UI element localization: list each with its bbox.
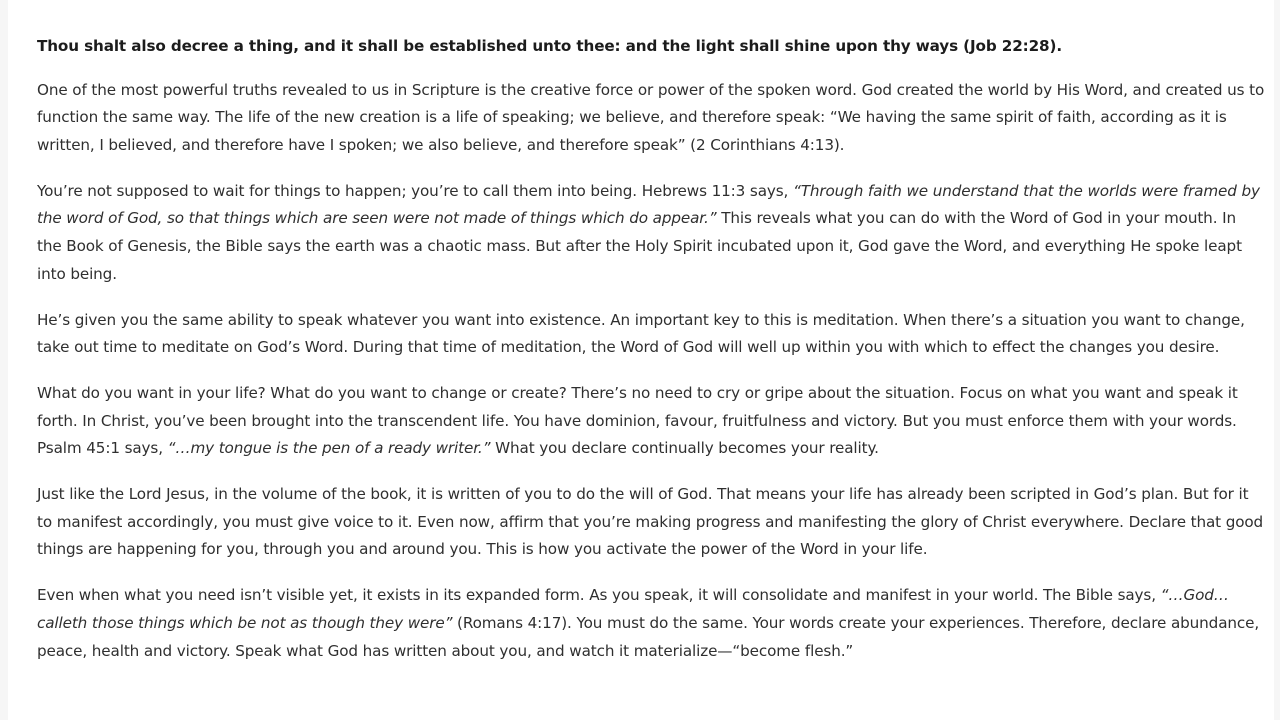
opening-verse: Thou shalt also decree a thing, and it shall be established unto thee: and the light shall shine upon thy ways (Job 22:28).	[37, 37, 1062, 55]
paragraph-4-quote: “…my tongue is the pen of a ready writer.”	[167, 439, 491, 458]
right-margin	[1274, 0, 1280, 720]
paragraph-2-text-b: This reveals what you can do with the Word of God in your mouth. In the Book of Genesis, the Bible says the earth was a chaotic mass. But after the Holy Spirit incubated upon it, God gave the Word, and everything He spoke leapt into being.	[37, 209, 1242, 283]
paragraph-3: He’s given you the same ability to speak whatever you want into existence. An important key to this is meditation. When there’s a situation you want to change, take out time to meditate on God’s Word. During that time of meditation, the Word of God will well up within you with which to effect the changes you desire.	[37, 310, 1245, 357]
paragraph-6	[37, 582, 1265, 665]
paragraph-4-text-a: What do you want in your life? What do you want to change or create? There’s no need to cry or gripe about the situation. Focus on what you want and speak it forth. In Christ, you’ve been brought into the transcendent life. You have dominion, favour, fruitfulness and victory. But you must enforce them with your words. Psalm 45:1 says,	[37, 384, 1238, 458]
paragraph-4	[37, 380, 1265, 463]
paragraph-6-text-a: Even when what you need isn’t visible yet, it exists in its expanded form. As you speak, it will consolidate and manifest in your world. The Bible says,	[37, 586, 1161, 605]
paragraph-5: Just like the Lord Jesus, in the volume of the book, it is written of you to do the will of God. That means your life has already been scripted in God’s plan. But for it to manifest accordingly, you must give voice to it. Even now, affirm that you’re making progress and manifesting the glory of Christ everywhere. Declare that good things are happening for you, through you and around you. This is how you activate the power of the Word in your life.	[37, 485, 1264, 559]
paragraph-6-quote: “…God…calleth those things which be not as though they were”	[37, 586, 1229, 633]
devotional-article	[37, 33, 1265, 684]
paragraph-6-text-b: (Romans 4:17). You must do the same. Your words create your experiences. Therefore, declare abundance, peace, health and victory. Speak what God has written about you, and watch it materialize—“become flesh.”	[37, 614, 1260, 660]
paragraph-4-text-b: What you declare continually becomes your reality.	[490, 439, 879, 458]
paragraph-2-text-a: You’re not supposed to wait for things to happen; you’re to call them into being. Hebrews 11:3 says,	[37, 181, 793, 200]
paragraph-2	[37, 178, 1265, 288]
paragraph-1: One of the most powerful truths revealed to us in Scripture is the creative force or power of the spoken word. God created the world by His Word, and created us to function the same way. The life of the new creation is a life of speaking; we believe, and therefore speak: “We having the same spirit of faith, according as it is written, I believed, and therefore have I spoken; we also believe, and therefore speak” (2 Corinthians 4:13).	[37, 80, 1265, 154]
left-margin	[0, 0, 8, 720]
paragraph-2-quote: “Through faith we understand that the worlds were framed by the word of God, so that things which are seen were not made of things which do appear.”	[37, 181, 1260, 228]
